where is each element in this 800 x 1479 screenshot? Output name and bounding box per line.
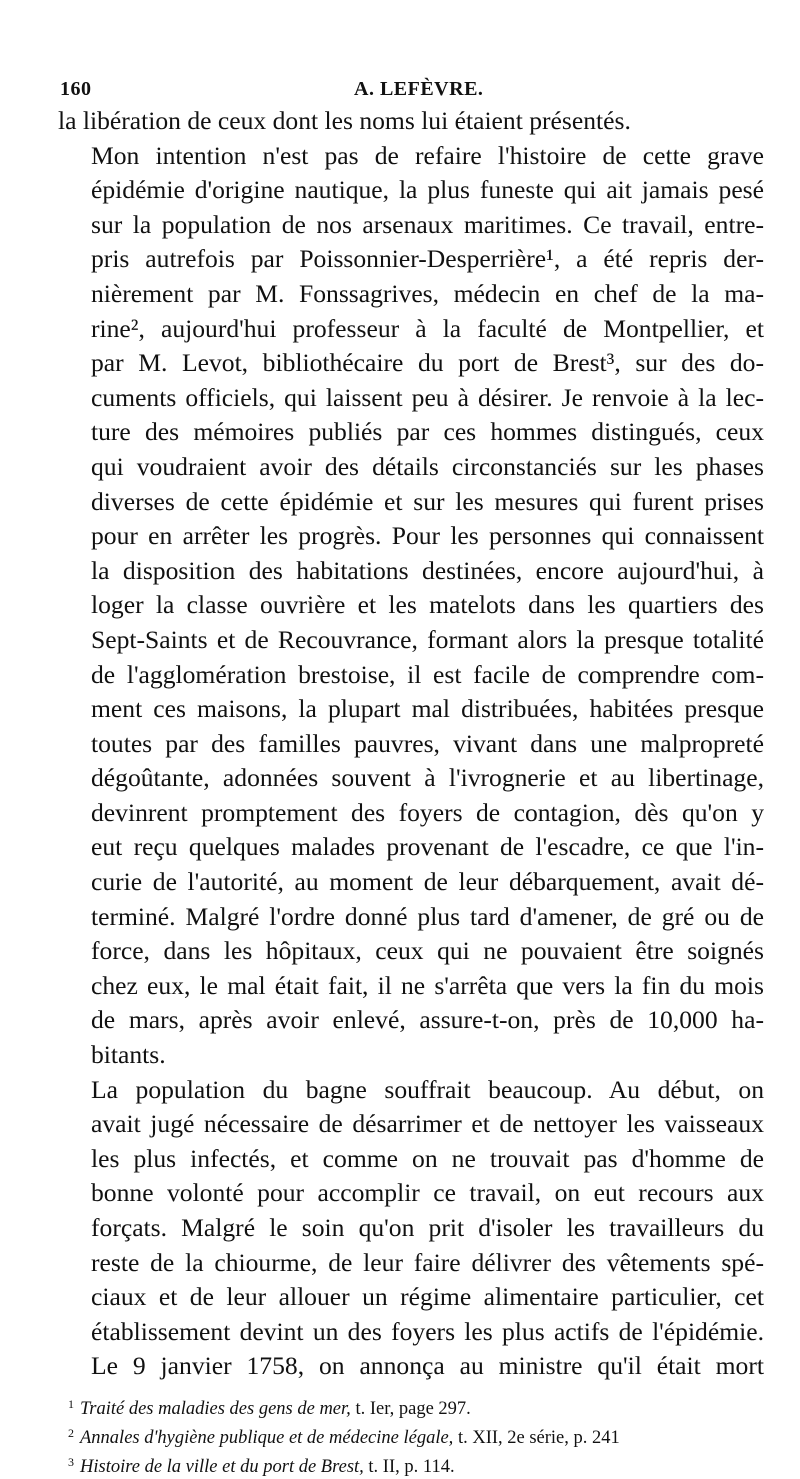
text-line: Le 9 janvier 1758, on annonça au ministre qu'il était mort (91, 1351, 764, 1381)
footnote-title: Traité des maladies des gens de mer, (80, 1398, 351, 1419)
text-line: avait jugé nécessaire de désarrimer et de nettoyer les vaisseaux (91, 1109, 764, 1139)
book-page (58, 76, 764, 1479)
text-line: ciaux et de leur allouer un régime alimentaire particulier, cet (91, 1282, 764, 1312)
text-line: curie de l'autorité, au moment de leur débarquement, avait dé- (91, 867, 764, 897)
text-line: pour en arrêter les progrès. Pour les personnes qui connaissent (91, 521, 764, 551)
text-line: rine², aujourd'hui professeur à la faculté de Montpellier, et (91, 313, 764, 343)
body-text (58, 104, 764, 1384)
footnote-mark: 3 (68, 1454, 74, 1469)
text-line: épidémie d'origine nautique, la plus funeste qui ait jamais pesé (91, 175, 764, 205)
text-line: forçats. Malgré le soin qu'on prit d'isoler les travailleurs du (91, 1213, 764, 1242)
footnote (68, 1392, 764, 1421)
text-line: pris autrefois par Poissonnier-Desperrière¹, a été repris der- (91, 244, 764, 274)
footnote-reference: t. II, p. 114. (363, 1456, 455, 1477)
text-line: dégoûtante, adonnées souvent à l'ivrognerie et au libertinage, (91, 763, 764, 793)
text-line: établissement devint un des foyers les plus actifs de l'épidémie. (91, 1316, 764, 1346)
text-line: bitants. (91, 1040, 166, 1070)
paragraph (58, 1073, 764, 1384)
text-line: qui voudraient avoir des détails circonstanciés sur les phases (91, 451, 764, 481)
text-line: les plus infectés, et comme on ne trouvait pas d'homme de (91, 1143, 764, 1173)
footnote-mark: 2 (68, 1425, 74, 1440)
running-title: A. LEFÈVRE. (354, 78, 484, 100)
text-line: eut reçu quelques malades provenant de l'escadre, ce que l'in- (91, 832, 764, 862)
page-number: 160 (60, 78, 92, 100)
text-line: de l'agglomération brestoise, il est facile de comprendre com- (91, 659, 764, 689)
footnote-reference: t. XII, 2e série, p. 241 (453, 1427, 620, 1448)
text-line: bonne volonté pour accomplir ce travail, on eut recours aux (91, 1178, 764, 1208)
text-line: ture des mémoires publiés par ces hommes distingués, ceux (91, 417, 764, 447)
text-line: la disposition des habitations destinées, encore aujourd'hui, à (91, 555, 764, 585)
text-line: Sept-Saints et de Recouvrance, formant alors la presque totalité (91, 624, 764, 654)
running-head (58, 76, 764, 104)
text-line: devinrent promptement des foyers de contagion, dès qu'on y (91, 797, 764, 827)
text-line: cuments officiels, qui laissent peu à désirer. Je renvoie à la lec- (91, 382, 764, 412)
text-line: ment ces maisons, la plupart mal distribuées, habitées presque (91, 694, 764, 724)
footnote-title: Annales d'hygiène publique et de médecine légale, (80, 1427, 454, 1448)
footnote-mark: 1 (68, 1396, 74, 1411)
text-line: terminé. Malgré l'ordre donné plus tard d'amener, de gré ou de (91, 901, 764, 931)
text-line: La population du bagne souffrait beaucoup. Au début, on (91, 1074, 764, 1104)
text-line: diverses de cette épidémie et sur les mesures qui furent prises (91, 486, 764, 516)
text-line: force, dans les hôpitaux, ceux qui ne pouvaient être soignés (91, 936, 764, 966)
footnote-title: Histoire de la ville et du port de Brest, (80, 1456, 364, 1477)
text-line: Mon intention n'est pas de refaire l'histoire de cette grave (91, 140, 764, 170)
paragraph (58, 139, 764, 1073)
text-line: sur la population de nos arsenaux maritimes. Ce travail, entre- (91, 209, 764, 239)
footnote (68, 1421, 764, 1450)
text-line: chez eux, le mal était fait, il ne s'arrêta que vers la fin du mois (91, 970, 764, 1000)
text-line: nièrement par M. Fonssagrives, médecin en chef de la ma- (91, 278, 764, 308)
text-line: loger la classe ouvrière et les matelots dans les quartiers des (91, 590, 764, 620)
text-line: reste de la chiourme, de leur faire délivrer des vêtements spé- (91, 1247, 764, 1277)
footnote-reference: t. Ier, page 297. (350, 1398, 471, 1419)
text-line: la libération de ceux dont les noms lui étaient présentés. (58, 106, 631, 135)
text-line: toutes par des familles pauvres, vivant dans une malpropreté (91, 728, 764, 758)
text-line: de mars, après avoir enlevé, assure-t-on, près de 10,000 ha- (91, 1005, 764, 1035)
footnote (68, 1450, 764, 1479)
paragraph (58, 104, 764, 139)
text-line: par M. Levot, bibliothécaire du port de Brest³, sur des do- (91, 348, 764, 378)
